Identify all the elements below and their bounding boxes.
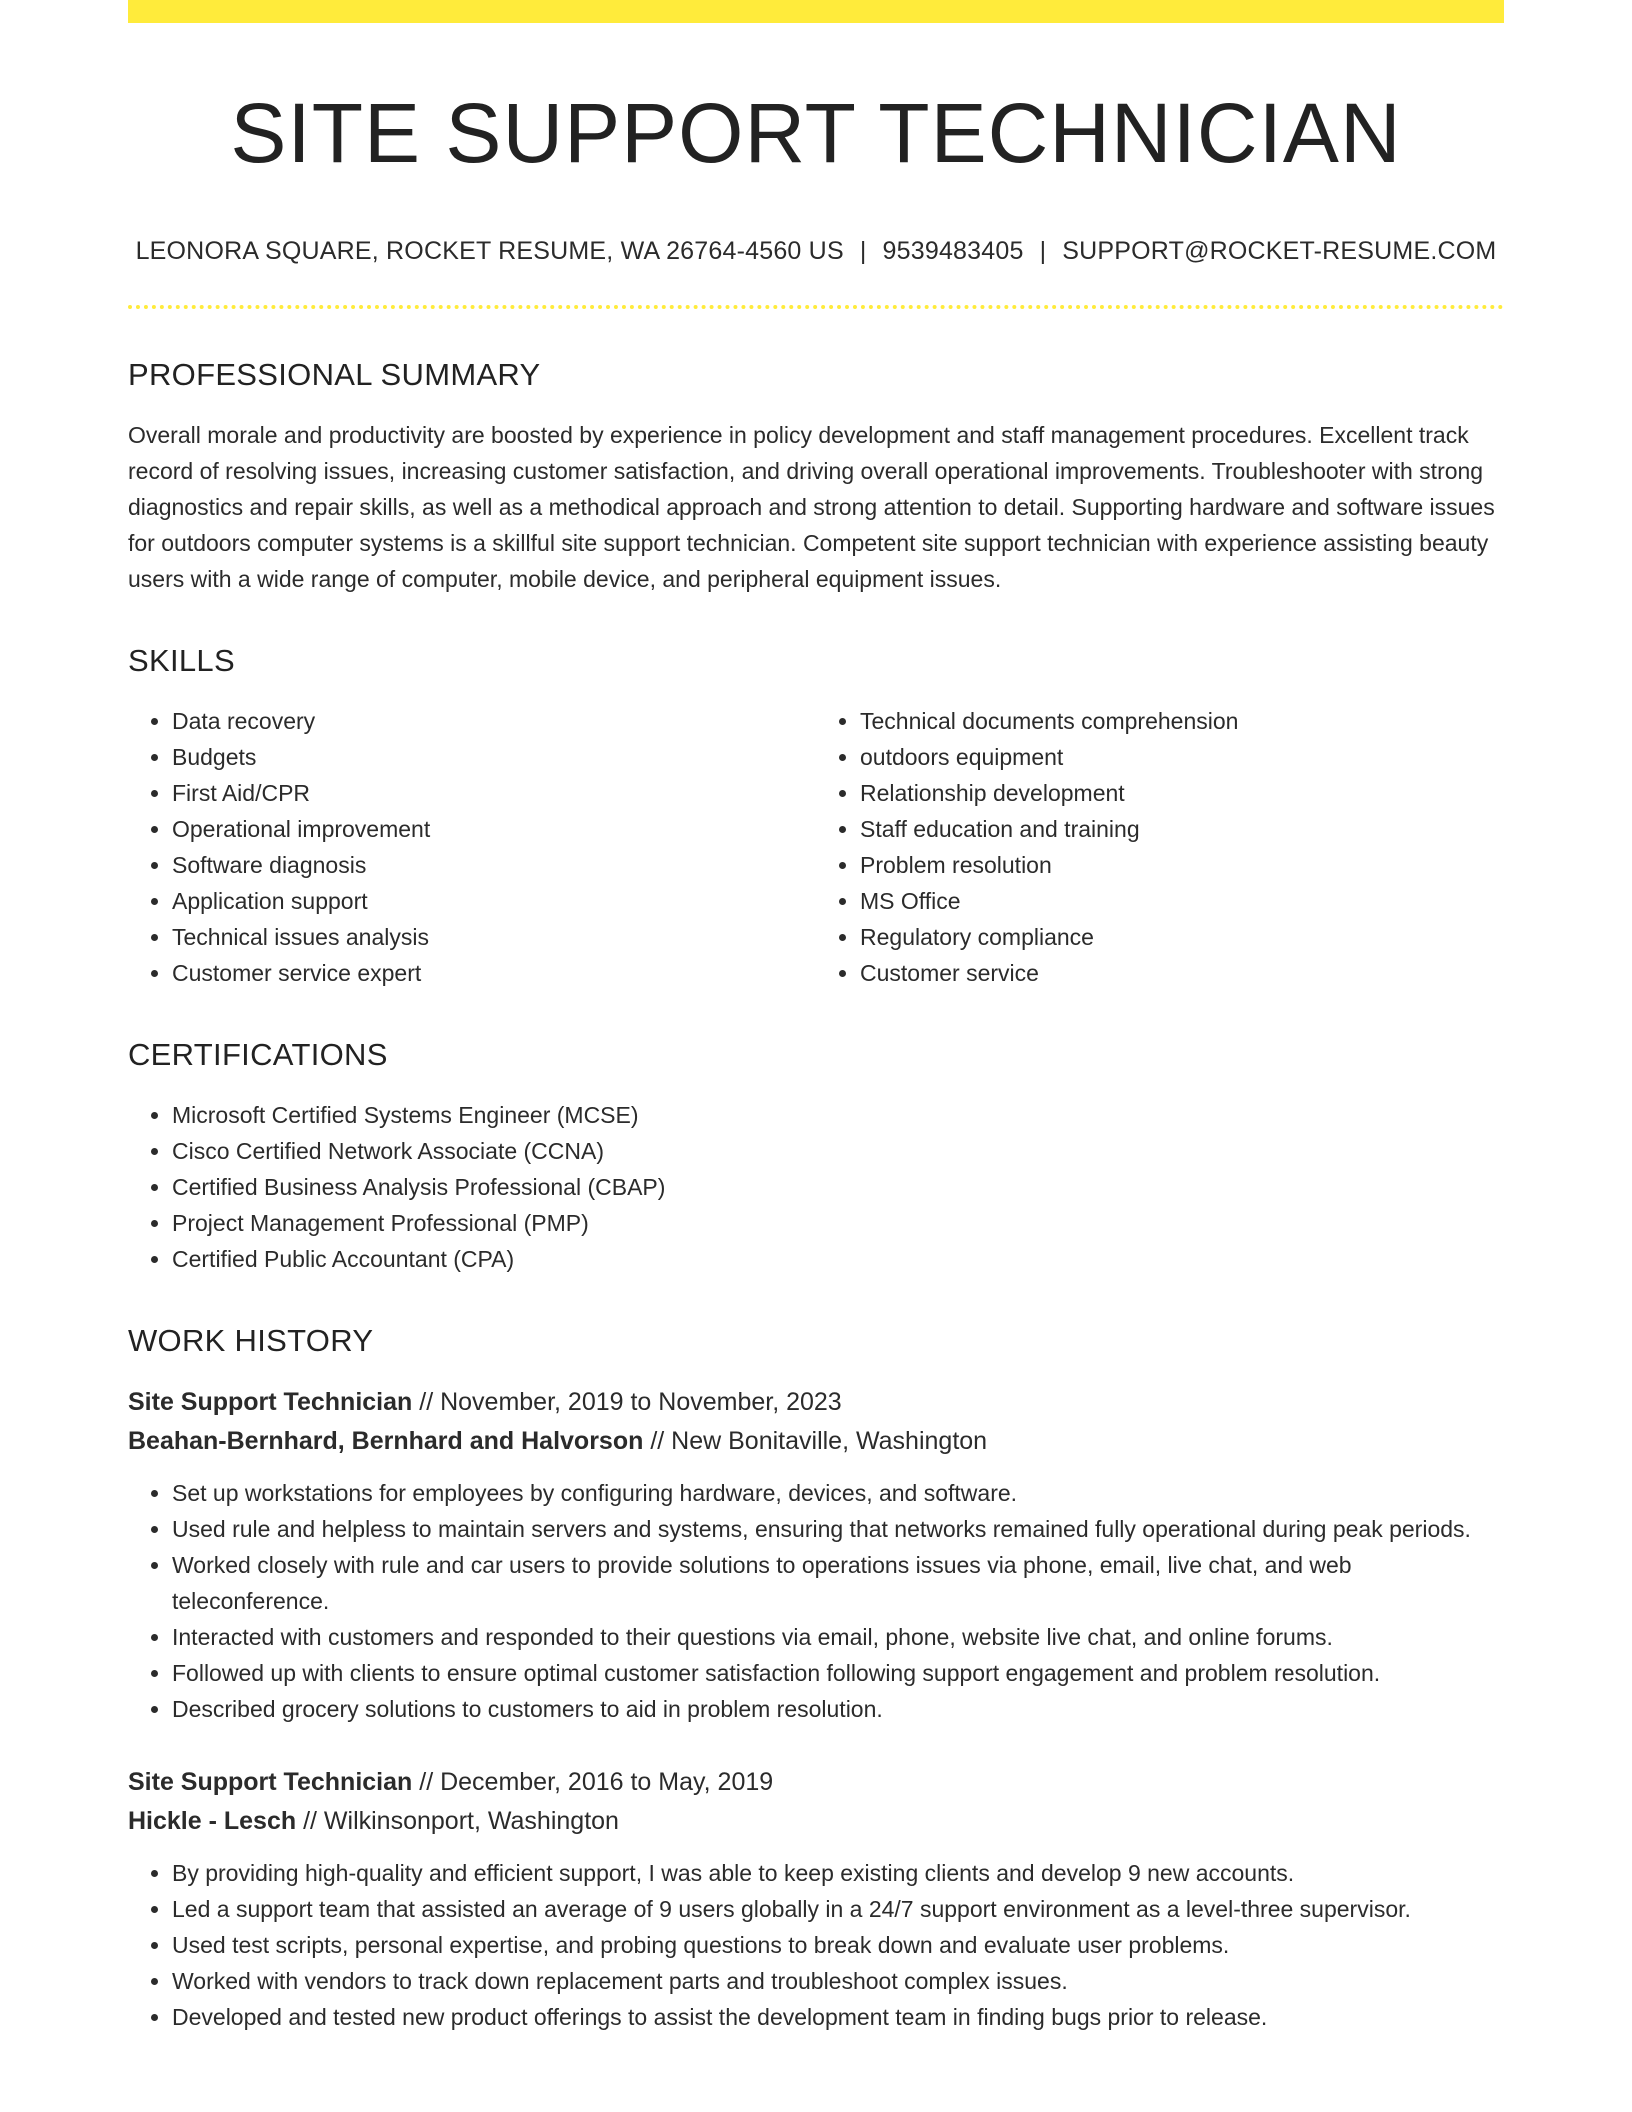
skills-grid bbox=[128, 703, 1504, 991]
accent-top-bar bbox=[128, 0, 1504, 23]
job-bullet: • Led a support team that assisted an average of 9 users globally in a 24/7 support environment as a level-three supervisor. bbox=[172, 1891, 1504, 1927]
certification-item: • Certified Business Analysis Professional (CBAP) bbox=[172, 1169, 1504, 1205]
job-bullets bbox=[128, 1475, 1504, 1727]
skill-item: • Problem resolution bbox=[860, 847, 1504, 883]
certification-item: • Project Management Professional (PMP) bbox=[172, 1205, 1504, 1241]
job-dates: // November, 2019 to November, 2023 bbox=[412, 1388, 842, 1416]
contact-phone: 9539483405 bbox=[882, 237, 1024, 265]
job-bullet: • Used test scripts, personal expertise, and probing questions to break down and evaluate user problems. bbox=[172, 1927, 1504, 1963]
job-company: Hickle - Lesch bbox=[128, 1807, 297, 1835]
work-history-section bbox=[128, 1321, 1504, 2035]
certifications-heading: CERTIFICATIONS bbox=[128, 1037, 388, 1072]
job-bullet: • Interacted with customers and responded to their questions via email, phone, website live chat, and online forums. bbox=[172, 1619, 1504, 1655]
resume-page bbox=[128, 0, 1504, 2035]
job-title: Site Support Technician bbox=[128, 1388, 413, 1416]
contact-separator: | bbox=[1039, 237, 1047, 265]
certifications-section bbox=[128, 1035, 1504, 1277]
certification-item: • Microsoft Certified Systems Engineer (MCSE) bbox=[172, 1097, 1504, 1133]
skill-item: • Regulatory compliance bbox=[860, 919, 1504, 955]
skill-item: • Technical documents comprehension bbox=[860, 703, 1504, 739]
skill-item: • Relationship development bbox=[860, 775, 1504, 811]
job-bullets bbox=[128, 1855, 1504, 2035]
job-company: Beahan-Bernhard, Bernhard and Halvorson bbox=[128, 1427, 644, 1455]
certification-item: • Certified Public Accountant (CPA) bbox=[172, 1241, 1504, 1277]
skills-right-list bbox=[816, 703, 1504, 991]
skill-item: • MS Office bbox=[860, 883, 1504, 919]
contact-separator: | bbox=[859, 237, 867, 265]
job-entry bbox=[128, 1383, 1504, 1727]
skill-item: • Technical issues analysis bbox=[172, 919, 816, 955]
summary-section bbox=[128, 355, 1504, 597]
skill-item: • First Aid/CPR bbox=[172, 775, 816, 811]
dotted-divider bbox=[128, 305, 1504, 309]
summary-heading: PROFESSIONAL SUMMARY bbox=[128, 357, 541, 392]
skill-item: • Budgets bbox=[172, 739, 816, 775]
job-bullet: • Described grocery solutions to customers to aid in problem resolution. bbox=[172, 1691, 1504, 1727]
job-company-line bbox=[128, 1422, 1504, 1461]
certifications-list bbox=[128, 1097, 1504, 1277]
contact-line bbox=[128, 235, 1504, 267]
work-history-heading: WORK HISTORY bbox=[128, 1323, 374, 1358]
skill-item: • Software diagnosis bbox=[172, 847, 816, 883]
job-bullet: • Worked with vendors to track down replacement parts and troubleshoot complex issues. bbox=[172, 1963, 1504, 1999]
skills-left-list bbox=[128, 703, 816, 991]
job-bullet: • By providing high-quality and efficient support, I was able to keep existing clients and develop 9 new accounts. bbox=[172, 1855, 1504, 1891]
skill-item: • outdoors equipment bbox=[860, 739, 1504, 775]
job-title-line bbox=[128, 1763, 1504, 1802]
skill-item: • Staff education and training bbox=[860, 811, 1504, 847]
job-location: // New Bonitaville, Washington bbox=[643, 1427, 988, 1455]
skill-item: • Customer service bbox=[860, 955, 1504, 991]
summary-text: Overall morale and productivity are boosted by experience in policy development and staff management procedures. Excellent track record of resolving issues, increasing customer satisfaction, and driving overall operational improvements. Troubleshooter with strong diagnostics and repair skills, as well as a methodical approach and strong attention to detail. Supporting hardware and software issues for outdoors computer systems is a skillful site support technician. Competent site support technician with experience assisting beauty users with a wide range of computer, mobile device, and peripheral equipment issues. bbox=[128, 422, 1495, 592]
job-bullet: • Set up workstations for employees by configuring hardware, devices, and software. bbox=[172, 1475, 1504, 1511]
job-title: Site Support Technician bbox=[128, 1768, 413, 1796]
skills-heading: SKILLS bbox=[128, 643, 235, 678]
contact-address: LEONORA SQUARE, ROCKET RESUME, WA 26764-4560 US bbox=[135, 237, 844, 265]
job-company-line bbox=[128, 1802, 1504, 1841]
job-bullet: • Used rule and helpless to maintain servers and systems, ensuring that networks remained fully operational during peak periods. bbox=[172, 1511, 1504, 1547]
skill-item: • Operational improvement bbox=[172, 811, 816, 847]
job-bullet: • Followed up with clients to ensure optimal customer satisfaction following support engagement and problem resolution. bbox=[172, 1655, 1504, 1691]
certification-item: • Cisco Certified Network Associate (CCNA) bbox=[172, 1133, 1504, 1169]
skills-section bbox=[128, 641, 1504, 991]
job-bullet: • Developed and tested new product offerings to assist the development team in finding bugs prior to release. bbox=[172, 1999, 1504, 2035]
contact-email: SUPPORT@ROCKET-RESUME.COM bbox=[1062, 237, 1497, 265]
skill-item: • Data recovery bbox=[172, 703, 816, 739]
job-dates: // December, 2016 to May, 2019 bbox=[412, 1768, 774, 1796]
job-entry bbox=[128, 1763, 1504, 2035]
resume-title: SITE SUPPORT TECHNICIAN bbox=[230, 86, 1402, 180]
job-location: // Wilkinsonport, Washington bbox=[296, 1807, 619, 1835]
job-bullet: • Worked closely with rule and car users to provide solutions to operations issues via phone, email, live chat, and web teleconference. bbox=[172, 1547, 1504, 1619]
skill-item: • Customer service expert bbox=[172, 955, 816, 991]
job-title-line bbox=[128, 1383, 1504, 1422]
skill-item: • Application support bbox=[172, 883, 816, 919]
